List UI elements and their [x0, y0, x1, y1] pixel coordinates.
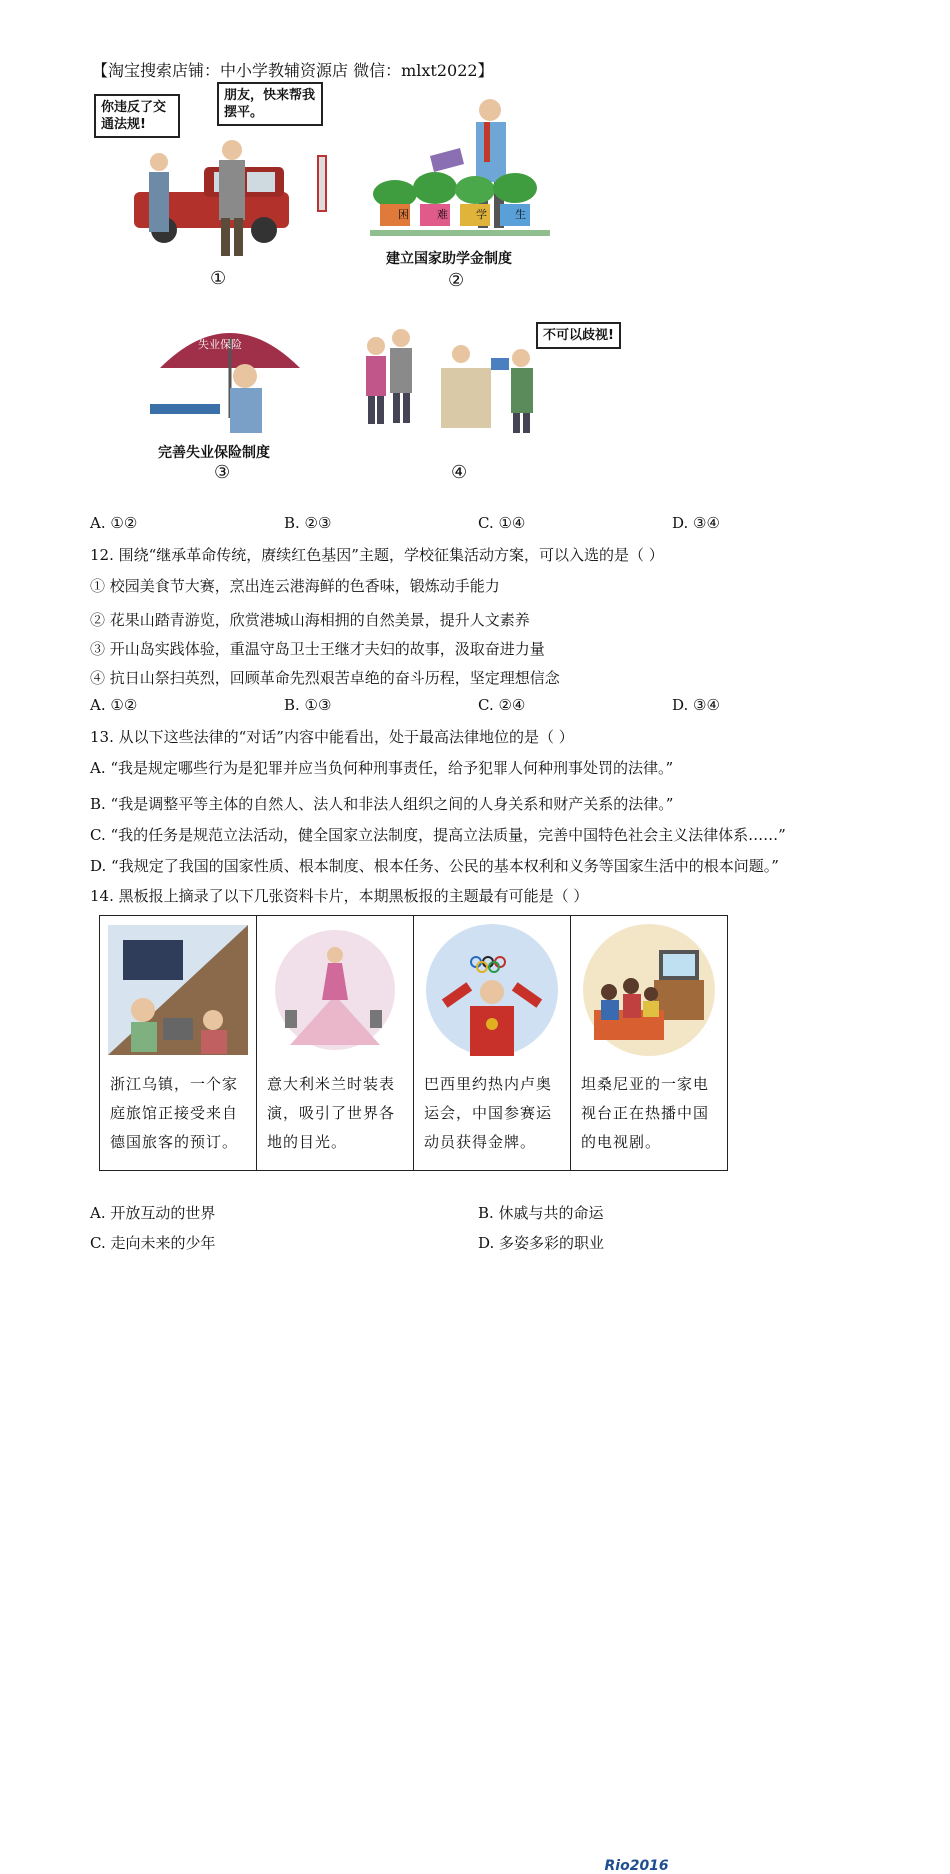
picture-2-number: ②: [448, 270, 465, 291]
q11-option-c[interactable]: C. ①④: [478, 514, 526, 532]
q12-item-1: ① 校园美食节大赛，烹出连云港海鲜的色香味，锻炼动手能力: [90, 577, 500, 595]
pot-label-1: 困: [398, 208, 409, 221]
olympic-medal-icon: [422, 920, 562, 1060]
q14-option-c[interactable]: C. 走向未来的少年: [90, 1234, 216, 1252]
pot-label-2: 难: [437, 208, 448, 221]
fashion-show-icon: [270, 925, 400, 1055]
q14-stem: 14. 黑板报上摘录了以下几张资料卡片，本期黑板报的主题最有可能是（ ）: [90, 887, 589, 905]
q14-option-b[interactable]: B. 休戚与共的命运: [478, 1204, 604, 1222]
picture-2-caption: 建立国家助学金制度: [386, 251, 512, 267]
speech-bubble-discrimination: 不可以歧视!: [536, 322, 621, 349]
card-milan: [257, 916, 414, 1171]
picture-2-grant: [370, 96, 560, 291]
header-watermark: 【淘宝搜索店铺：中小学教辅资源店 微信：mlxt2022】: [92, 61, 494, 80]
tv-family-icon: [579, 920, 719, 1060]
picture-3-caption: 完善失业保险制度: [158, 445, 270, 461]
q14-option-a[interactable]: A. 开放互动的世界: [90, 1204, 216, 1222]
card-tanzania-text: 坦桑尼亚的一家电视台正在热播中国的电视剧。: [581, 1075, 710, 1151]
card-wuzhen-text: 浙江乌镇，一个家庭旅馆正接受来自德国旅客的预订。: [110, 1075, 239, 1151]
q12-option-a[interactable]: A. ①②: [90, 696, 138, 714]
q11-option-a[interactable]: A. ①②: [90, 514, 138, 532]
pot-label-4: 生: [515, 208, 526, 221]
watering-plants-illustration: [370, 96, 560, 246]
speech-bubble-police: 你违反了交通法规!: [94, 94, 180, 138]
picture-3-number: ③: [214, 462, 231, 483]
card-tanzania: [571, 916, 728, 1171]
hotel-booking-icon: [103, 920, 253, 1060]
q12-option-c[interactable]: C. ②④: [478, 696, 526, 714]
picture-1-traffic: [94, 82, 334, 289]
card-rio-text: 巴西里约热内卢奥运会，中国参赛运动员获得金牌。: [424, 1075, 553, 1151]
picture-4-number: ④: [451, 462, 468, 483]
q12-option-b[interactable]: B. ①③: [284, 696, 332, 714]
pot-label-3: 学: [476, 208, 487, 221]
q11-option-b[interactable]: B. ②③: [284, 514, 332, 532]
q13-option-d[interactable]: D. “我规定了我国的国家性质、根本制度、根本任务、公民的基本权利和义务等国家生活中的根本问题。”: [90, 857, 779, 875]
q13-option-a[interactable]: A. “我是规定哪些行为是犯罪并应当负何种刑事责任，给予犯罪人何种刑事处罚的法律。”: [90, 759, 674, 777]
q12-stem: 12. 围绕“继承革命传统，赓续红色基因”主题，学校征集活动方案，可以入选的是（ ）: [90, 546, 664, 564]
picture-3-insurance: [150, 308, 310, 488]
q12-option-d[interactable]: D. ③④: [672, 696, 720, 714]
picture-1-number: ①: [210, 268, 227, 289]
umbrella-label: 失业保险: [198, 338, 242, 351]
q13-stem: 13. 从以下这些法律的“对话”内容中能看出，处于最高法律地位的是（ ）: [90, 728, 574, 746]
q11-option-d[interactable]: D. ③④: [672, 514, 720, 532]
q12-item-3: ③ 开山岛实践体验，重温守岛卫士王继才夫妇的故事，汲取奋进力量: [90, 640, 545, 658]
umbrella-illustration: [150, 308, 310, 438]
q12-item-4: ④ 抗日山祭扫英烈，回顾革命先烈艰苦卓绝的奋斗历程，坚定理想信念: [90, 669, 560, 687]
card-milan-text: 意大利米兰时装表演，吸引了世界各地的目光。: [267, 1075, 396, 1151]
traffic-scene-illustration: [94, 82, 334, 262]
q14-option-d[interactable]: D. 多姿多彩的职业: [478, 1234, 605, 1252]
card-wuzhen: [100, 916, 257, 1171]
q12-item-2: ② 花果山踏青游览，欣赏港城山海相拥的自然美景，提升人文素养: [90, 611, 530, 629]
picture-4-discrimination: [356, 318, 641, 488]
q13-option-c[interactable]: C. “我的任务是规范立法活动，健全国家立法制度，提高立法质量，完善中国特色社会主义法律体系……”: [90, 826, 786, 844]
rio-logo: Rio2016: [604, 1857, 669, 1874]
speech-bubble-driver: 朋友，快来帮我摆平。: [217, 82, 323, 126]
q13-option-b[interactable]: B. “我是调整平等主体的自然人、法人和非法人组织之间的人身关系和财产关系的法律。”: [90, 795, 674, 813]
